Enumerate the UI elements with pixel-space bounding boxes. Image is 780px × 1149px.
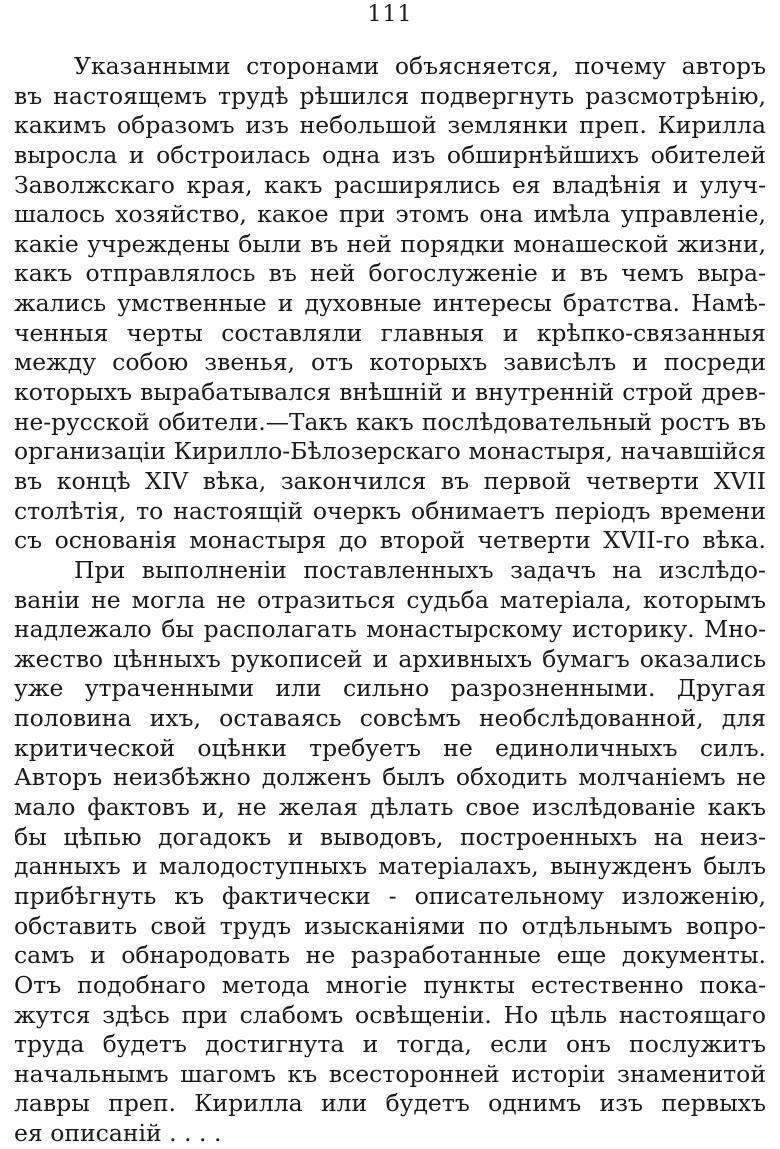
text-line: бы цѣпью догадокъ и выводовъ, построенныхъ на неиз- [14,822,766,851]
text-line: Заволжскаго края, какъ расширялись ея владѣнія и улуч- [14,170,766,199]
text-line: между собою звенья, отъ которыхъ зависѣлъ и посреди [14,348,766,377]
text-line: критической оцѣнки требуетъ не единоличныхъ силъ. [14,733,766,762]
text-line: ченныя черты составляли главныя и крѣпко-связанныя [14,318,766,347]
text-line: данныхъ и малодоступныхъ матеріалахъ, вынужденъ былъ [14,852,766,881]
text-line: самъ и обнародовать не разработанные еще документы. [14,941,766,970]
text-line: Авторъ неизбѣжно долженъ былъ обходить молчаніемъ не [14,763,766,792]
text-line: не-русской обители.—Такъ какъ послѣдовательный ростъ въ [14,408,766,436]
text-line: какимъ образомъ изъ небольшой землянки преп. Кирилла [14,111,766,140]
text-line: съ основанія монастыря до второй четверти XVII-го вѣка. [14,526,766,555]
text-line: жутся здѣсь при слабомъ освѣщеніи. Но цѣль настоящаго [14,1000,766,1029]
text-line: Отъ подобнаго метода многіе пункты естественно пока- [14,970,766,999]
text-line: лавры преп. Кирилла или будетъ однимъ изъ первыхъ [14,1089,766,1118]
text-line: труда будетъ достигнута и тогда, если онъ послужитъ [14,1030,766,1059]
text-line: обставить свой трудъ изысканіями по отдѣльнымъ вопро- [14,911,766,940]
text-line: Указанными сторонами объясняется, почему авторъ [74,52,766,80]
text-line: При выполненіи поставленныхъ задачъ на изслѣдо- [74,555,766,584]
page-number: 111 [367,2,413,27]
text-line: ваніи не могла не отразиться судьба матеріала, которымъ [14,585,766,614]
text-line: начальнымъ шагомъ къ всесторонней исторіи знаменитой [14,1059,766,1088]
text-line: жались умственные и духовные интересы братства. Намѣ- [14,289,766,318]
text-line: надлежало бы располагать монастырскому историку. Мно- [14,615,766,644]
text-line: какіе учреждены были въ ней порядки монашеской жизни, [14,229,766,258]
text-line: организаціи Кирилло-Бѣлозерскаго монастыря, начавшійся [14,437,766,466]
text-line: прибѣгнуть къ фактически - описательному изложенію, [14,881,766,910]
text-line: шалось хозяйство, какое при этомъ она имѣла управленіе, [14,200,766,229]
text-line: выросла и обстроилась одна изъ обширнѣйшихъ обителей [14,140,766,169]
text-line: какъ отправлялось въ ней богослуженіе и въ чемъ выра- [14,259,766,288]
text-line: ея описаній . . . . [14,1119,222,1148]
text-line: столѣтія, то настоящій очеркъ обнимаетъ періодъ времени [14,496,766,525]
text-line: въ настоящемъ трудѣ рѣшился подвергнуть разсмотрѣнію, [14,81,766,110]
page-body [14,52,766,1149]
text-line: жество цѣнныхъ рукописей и архивныхъ бумагъ оказались [14,644,766,673]
text-line: уже утраченными или сильно разрозненными. Другая [14,674,766,703]
text-line: въ концѣ XIV вѣка, закончился въ первой четверти XVII [14,466,766,495]
text-line: половина ихъ, оставаясь совсѣмъ необслѣдованной, для [14,704,766,733]
text-line: которыхъ вырабатывался внѣшній и внутренній строй древ- [14,378,766,407]
text-line: мало фактовъ и, не желая дѣлать свое изслѣдованіе какъ [14,793,766,822]
